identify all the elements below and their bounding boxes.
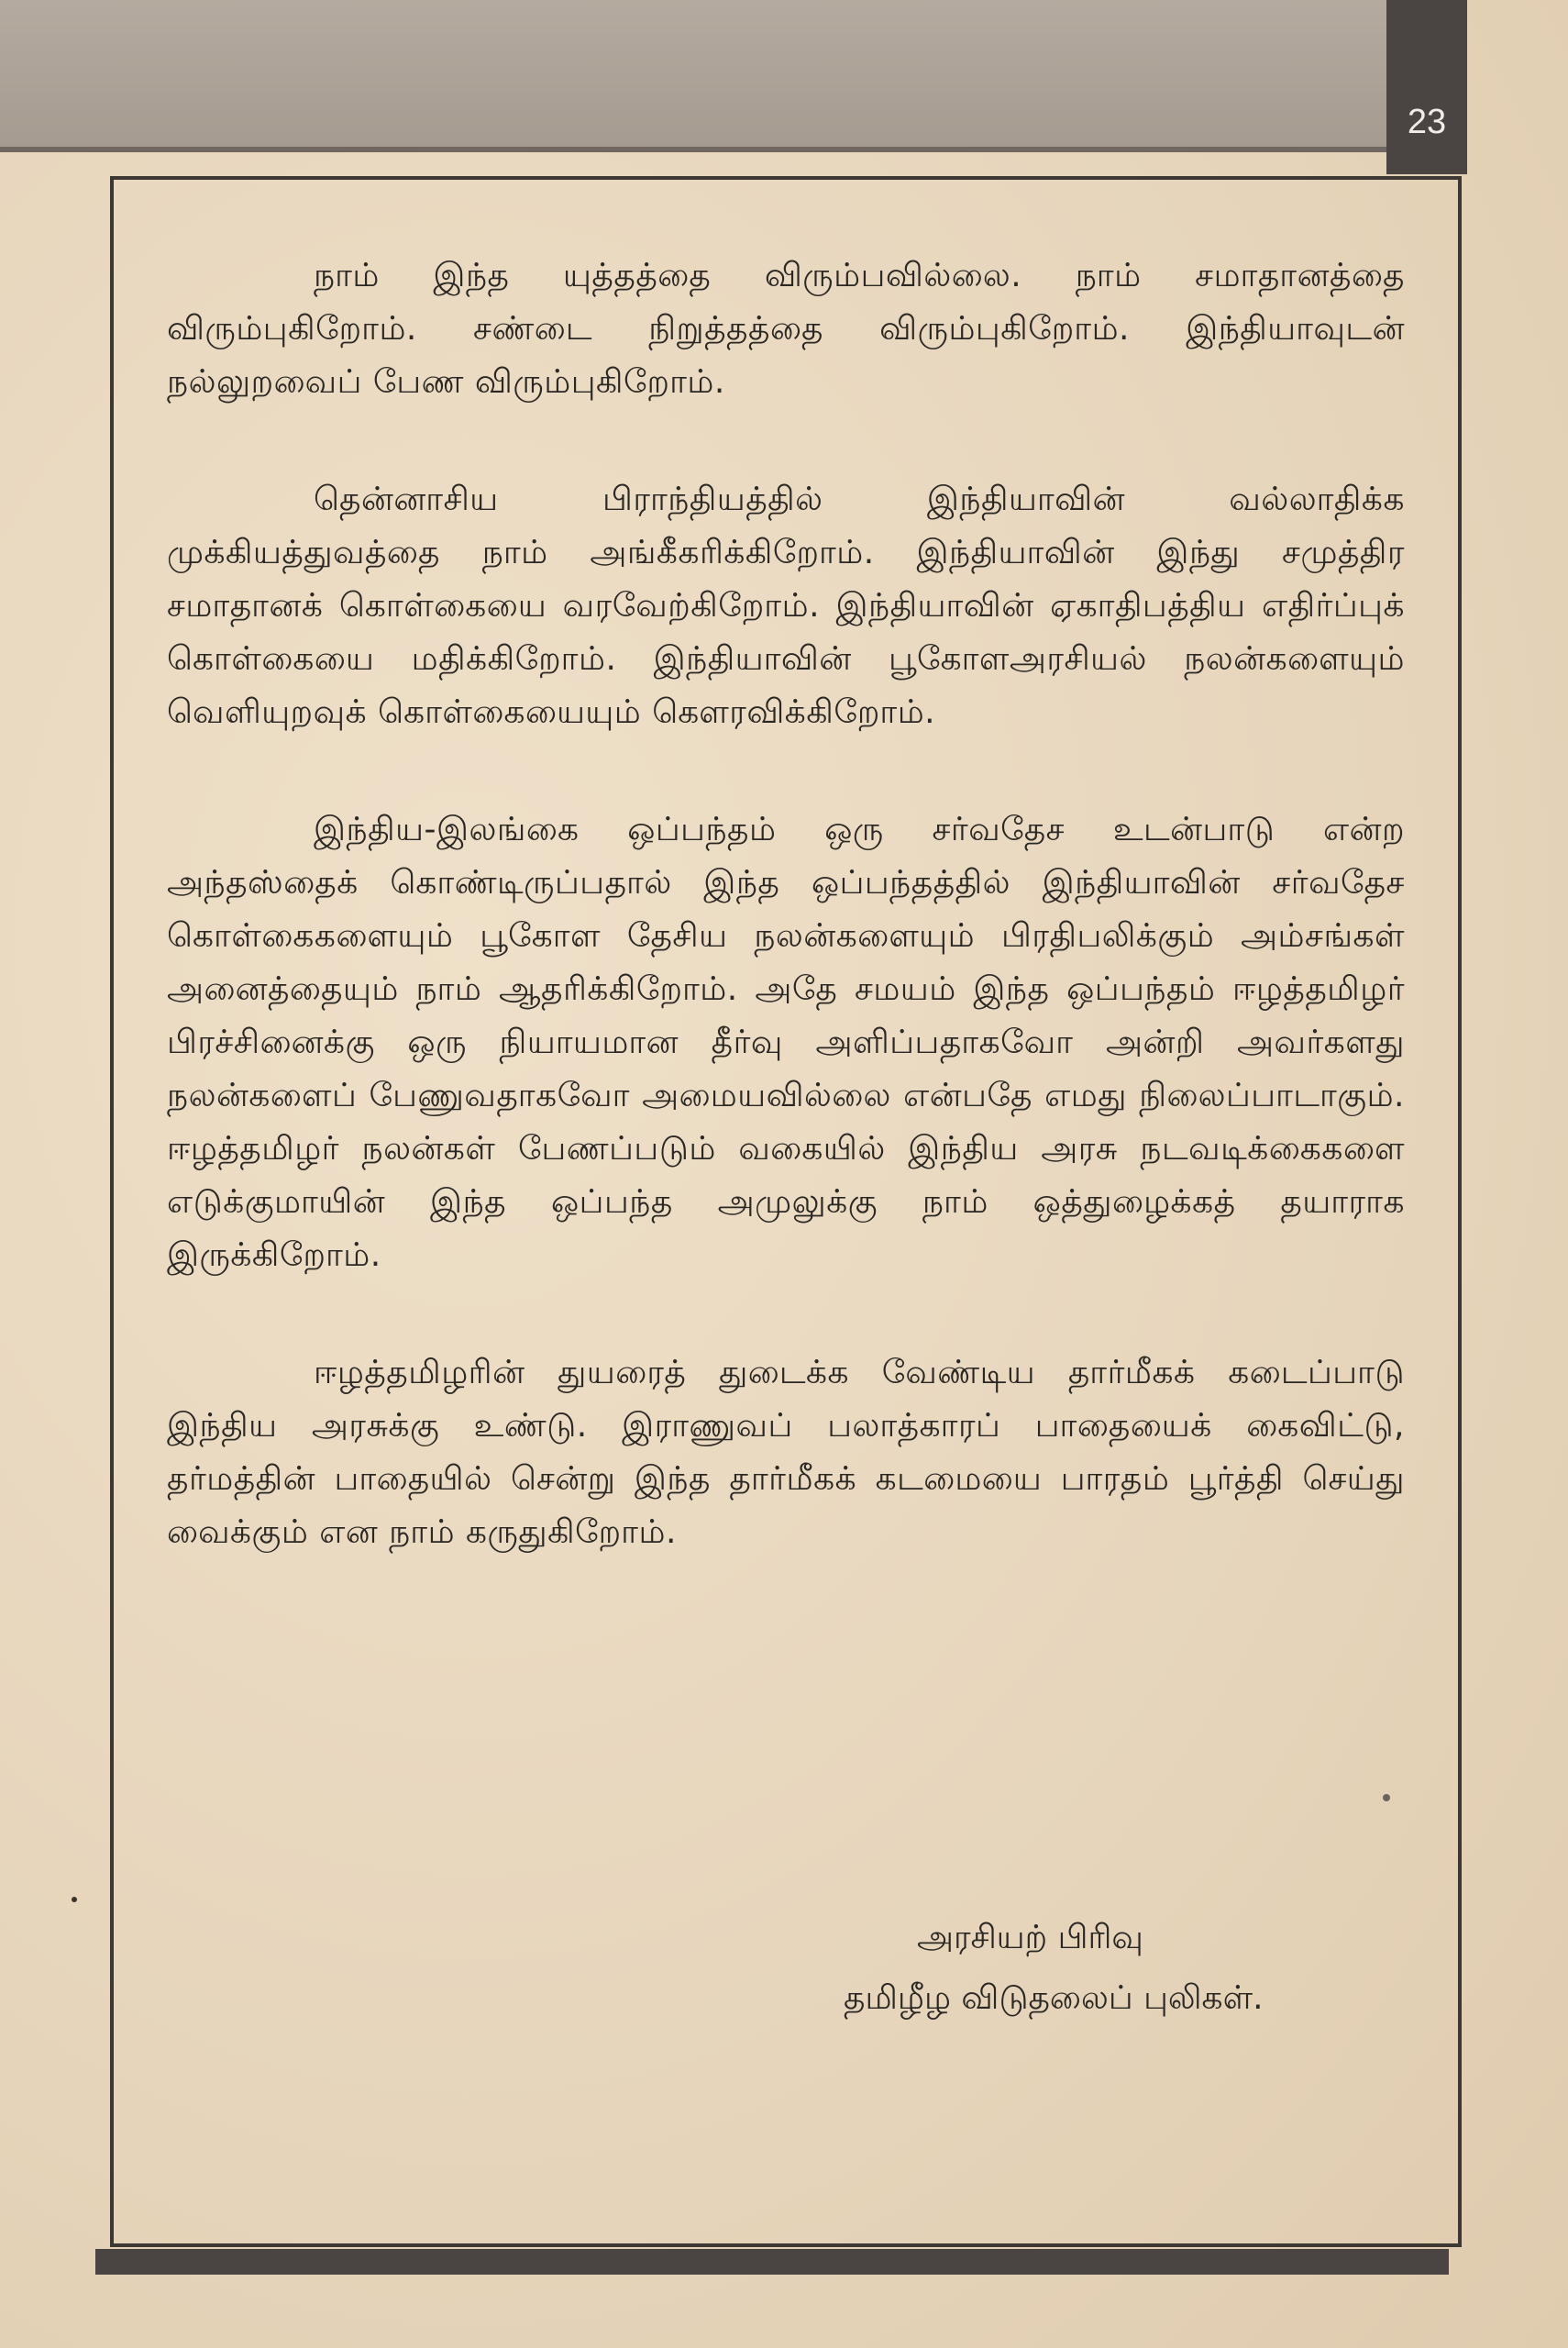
page-number-tab — [1386, 0, 1467, 174]
paragraph-4: ஈழத்தமிழரின் துயரைத் துடைக்க வேண்டிய தார்மீகக் கடைப்பாடு இந்திய அரசுக்கு உண்டு. இராணுவப் பலாத்காரப் பாதையைக் கைவிட்டு, தர்மத்தின் பாதையில் சென்று இந்த தார்மீகக் கடமையை பாரதம் பூர்த்தி செய்து வைக்கும் என நாம் கருதுகிறோம். — [167, 1354, 1405, 1551]
header-band-edge — [0, 147, 1386, 152]
paragraph-1: நாம் இந்த யுத்தத்தை விரும்பவில்லை. நாம் சமாதானத்தை விரும்புகிறோம். சண்டை நிறுத்தத்தை விரும்புகிறோம். இந்தியாவுடன் நல்லுறவைப் பேண விரும்புகிறோம். — [167, 257, 1405, 401]
signature-organization: தமிழீழ விடுதலைப் புலிகள். — [844, 1979, 1264, 2017]
paragraph-3: இந்திய-இலங்கை ஒப்பந்தம் ஒரு சர்வதேச உடன்பாடு என்ற அந்தஸ்தைக் கொண்டிருப்பதால் இந்த ஒப்பந்தத்தில் இந்தியாவின் சர்வதேச கொள்கைகளையும் பூகோள தேசிய நலன்களையும் பிரதிபலிக்கும் அம்சங்கள் அனைத்தையும் நாம் ஆதரிக்கிறோம். அதே சமயம் இந்த ஒப்பந்தம் ஈழத்தமிழர் பிரச்சினைக்கு ஒரு நியாயமான தீர்வு அளிப்பதாகவோ அன்றி அவர்களது நலன்களைப் பேணுவதாகவோ அமையவில்லை என்பதே எமது நிலைப்பாடாகும். ஈழத்தமிழர் நலன்கள் பேணப்படும் வகையில் இந்திய அரசு நடவடிக்கைகளை எடுக்குமாயின் இந்த ஒப்பந்த அமுலுக்கு நாம் ஒத்துழைக்கத் தயாராக இருக்கிறோம். — [167, 811, 1405, 1274]
signature-block — [844, 1908, 1412, 2029]
frame-bottom-bar — [95, 2249, 1449, 2275]
page-body — [167, 249, 1405, 1623]
signature-department: அரசியற் பிரிவு — [917, 1919, 1143, 1956]
header-band — [0, 0, 1386, 147]
paper-speck — [72, 1897, 77, 1902]
page-number: 23 — [1407, 103, 1447, 141]
paper-speck — [1383, 1794, 1390, 1801]
paragraph-2: தென்னாசிய பிராந்தியத்தில் இந்தியாவின் வல்லாதிக்க முக்கியத்துவத்தை நாம் அங்கீகரிக்கிறோம். இந்தியாவின் இந்து சமுத்திர சமாதானக் கொள்கையை வரவேற்கிறோம். இந்தியாவின் ஏகாதிபத்திய எதிர்ப்புக் கொள்கையை மதிக்கிறோம். இந்தியாவின் பூகோளஅரசியல் நலன்களையும் வெளியுறவுக் கொள்கையையும் கௌரவிக்கிறோம். — [167, 481, 1405, 731]
